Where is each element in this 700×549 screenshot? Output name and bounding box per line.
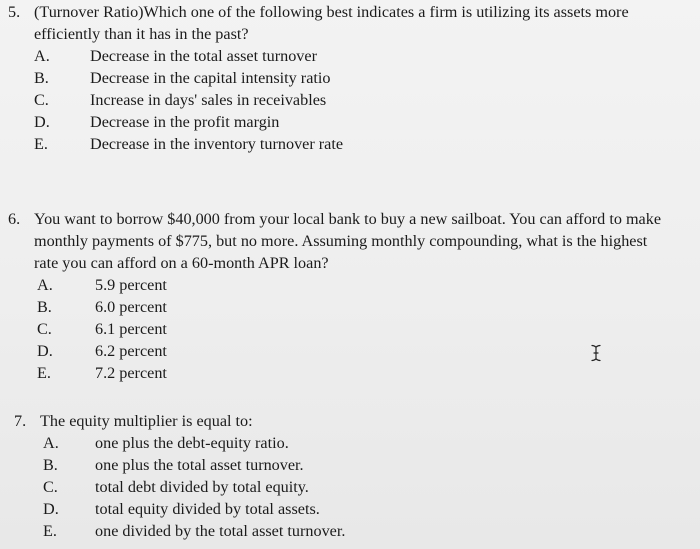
option-letter: E. bbox=[34, 135, 48, 153]
answer-option-b bbox=[8, 296, 698, 318]
question-text-line: The equity multiplier is equal to: bbox=[40, 412, 253, 430]
option-letter: B. bbox=[43, 456, 58, 474]
option-text: 7.2 percent bbox=[95, 364, 167, 382]
answer-option-e bbox=[14, 520, 694, 542]
question-text bbox=[34, 208, 698, 274]
question-number: 6. bbox=[8, 210, 21, 228]
answer-option-e bbox=[8, 362, 698, 384]
option-text: 6.0 percent bbox=[95, 298, 167, 316]
option-letter: A. bbox=[34, 47, 50, 65]
option-letter: B. bbox=[37, 298, 52, 316]
answer-option-c bbox=[8, 89, 694, 111]
answer-option-e bbox=[8, 133, 694, 155]
question-stem bbox=[14, 410, 694, 432]
answer-option-d bbox=[14, 498, 694, 520]
question-text-line: You want to borrow $40,000 from your local bank to buy a new sailboat. You can afford to make bbox=[34, 210, 662, 228]
question-5 bbox=[8, 1, 694, 155]
text-cursor-icon bbox=[590, 344, 602, 362]
option-text: 5.9 percent bbox=[95, 276, 167, 294]
option-letter: C. bbox=[37, 320, 52, 338]
question-stem bbox=[8, 208, 698, 274]
option-text: 6.2 percent bbox=[95, 342, 167, 360]
option-text: total equity divided by total assets. bbox=[95, 500, 320, 518]
option-text: Decrease in the capital intensity ratio bbox=[90, 69, 331, 87]
question-stem bbox=[8, 1, 694, 45]
answer-options bbox=[14, 432, 694, 542]
answer-option-c bbox=[14, 476, 694, 498]
question-7 bbox=[14, 410, 694, 542]
option-letter: D. bbox=[34, 113, 50, 131]
answer-options bbox=[8, 274, 698, 384]
question-text bbox=[40, 410, 694, 432]
option-letter: D. bbox=[43, 500, 59, 518]
option-letter: E. bbox=[37, 364, 51, 382]
option-text: Increase in days' sales in receivables bbox=[90, 91, 327, 109]
option-text: 6.1 percent bbox=[95, 320, 167, 338]
question-text-line: (Turnover Ratio)Which one of the following best indicates a firm is utilizing its assets more bbox=[34, 3, 629, 21]
option-text: one divided by the total asset turnover. bbox=[95, 522, 346, 540]
option-text: Decrease in the profit margin bbox=[90, 113, 280, 131]
question-text bbox=[34, 1, 694, 45]
option-letter: D. bbox=[37, 342, 53, 360]
option-letter: C. bbox=[34, 91, 49, 109]
option-text: total debt divided by total equity. bbox=[95, 478, 309, 496]
option-text: one plus the total asset turnover. bbox=[95, 456, 304, 474]
answer-option-a bbox=[8, 45, 694, 67]
option-letter: C. bbox=[43, 478, 58, 496]
answer-options bbox=[8, 45, 694, 155]
answer-option-d bbox=[8, 111, 694, 133]
question-text-line: efficiently than it has in the past? bbox=[34, 25, 249, 43]
question-number: 7. bbox=[14, 412, 27, 430]
question-text-line: rate you can afford on a 60-month APR loan? bbox=[34, 254, 329, 272]
option-text: Decrease in the inventory turnover rate bbox=[90, 135, 344, 153]
question-number: 5. bbox=[8, 3, 21, 21]
answer-option-a bbox=[14, 432, 694, 454]
option-letter: A. bbox=[37, 276, 53, 294]
answer-option-b bbox=[14, 454, 694, 476]
question-text-line: monthly payments of $775, but no more. Assuming monthly compounding, what is the highest bbox=[34, 232, 648, 250]
answer-option-b bbox=[8, 67, 694, 89]
answer-option-a bbox=[8, 274, 698, 296]
option-text: Decrease in the total asset turnover bbox=[90, 47, 317, 65]
answer-option-c bbox=[8, 318, 698, 340]
option-letter: E. bbox=[43, 522, 57, 540]
option-letter: A. bbox=[43, 434, 59, 452]
option-text: one plus the debt-equity ratio. bbox=[95, 434, 289, 452]
option-letter: B. bbox=[34, 69, 49, 87]
